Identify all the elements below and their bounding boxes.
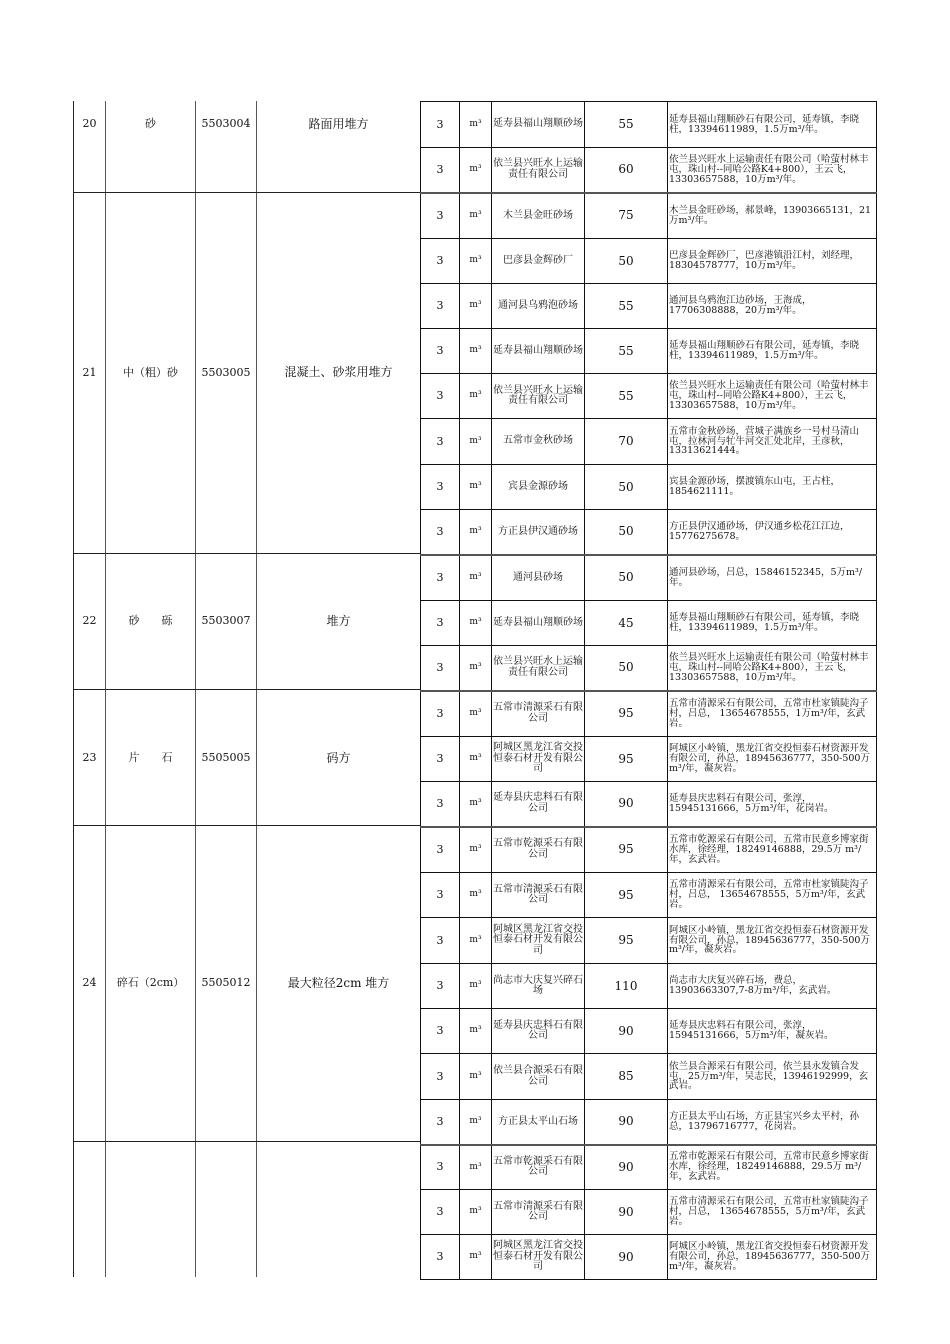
quantity-cell: 3 <box>421 1235 460 1280</box>
item-no: 24 <box>82 976 97 990</box>
supplier-row <box>421 239 877 284</box>
supplier-row <box>421 782 877 827</box>
price-cell: 55 <box>585 284 668 329</box>
supplier-cell: 尚志市大庆复兴碎石场 <box>492 964 585 1009</box>
supplier-note-cell: 延寿县福山翔顺砂石有限公司，延寿镇，李晓柱，13394611989，1.5万m³/年。 <box>668 601 877 646</box>
supplier-row <box>421 102 877 148</box>
supplier-note-cell: 延寿县庆忠料石有限公司，张淳，15945131666，5万m³/年，凝灰岩。 <box>668 1009 877 1054</box>
unit-cell: m³ <box>460 510 492 555</box>
quantity-cell: 3 <box>421 1100 460 1145</box>
supplier-note-cell: 延寿县庆忠料石有限公司，张淳，15945131666，5万m³/年，花岗岩。 <box>668 782 877 827</box>
item-no: 20 <box>82 117 97 131</box>
supplier-row <box>421 419 877 465</box>
supplier-cell: 宾县金源砂场 <box>492 465 585 510</box>
supplier-row <box>421 284 877 329</box>
price-cell: 95 <box>585 918 668 964</box>
price-cell: 95 <box>585 737 668 782</box>
unit-cell: m³ <box>460 374 492 419</box>
price-cell: 95 <box>585 827 668 873</box>
unit-cell: m³ <box>460 419 492 465</box>
supplier-note-cell: 阿城区小岭镇，黑龙江省交投恒泰石材资源开发有限公司，孙总，18945636777，350-500万m³/年，凝灰岩。 <box>668 1235 877 1280</box>
price-cell: 75 <box>585 193 668 239</box>
supplier-note-cell: 五常市乾源采石有限公司，五常市民意乡博家街水库，徐经理，18249146888，29.5万 m³/年，玄武岩。 <box>668 1145 877 1190</box>
supplier-row <box>421 1190 877 1235</box>
item-spec: 堆方 <box>326 613 351 628</box>
supplier-cell: 五常市乾源采石有限公司 <box>492 827 585 873</box>
supplier-cell: 五常市金秋砂场 <box>492 419 585 465</box>
price-cell: 90 <box>585 1100 668 1145</box>
price-cell: 55 <box>585 329 668 374</box>
quantity-cell: 3 <box>421 1190 460 1235</box>
supplier-note-cell: 通河县乌鸦泡江边砂场，王海成，17706308888，20万m³/年。 <box>668 284 877 329</box>
item-name: 片 石 <box>128 751 173 765</box>
supplier-cell: 通河县砂场 <box>492 555 585 601</box>
supplier-note-cell: 依兰县合源采石有限公司，依兰县永发镇合发屯，25万m³/年，吴志民，13946192999，玄武岩。 <box>668 1054 877 1100</box>
item-no: 23 <box>82 751 97 765</box>
price-cell: 70 <box>585 419 668 465</box>
item-name: 碎石（2cm） <box>116 976 185 990</box>
supplier-row <box>421 1009 877 1054</box>
supplier-note-cell: 木兰县金旺砂场，郝景峰，13903665131，21万m³/年。 <box>668 193 877 239</box>
supplier-note-cell: 阿城区小岭镇，黑龙江省交投恒泰石材资源开发有限公司，孙总，18945636777，350-500万m³/年，凝灰岩。 <box>668 737 877 782</box>
price-cell: 50 <box>585 465 668 510</box>
supplier-note-cell: 宾县金源砂场，摆渡镇东山屯，王占柱，1854621111。 <box>668 465 877 510</box>
price-cell: 95 <box>585 873 668 918</box>
unit-cell: m³ <box>460 691 492 737</box>
item-code: 5505005 <box>201 751 251 765</box>
supplier-row <box>421 827 877 873</box>
price-cell: 90 <box>585 1235 668 1280</box>
unit-cell: m³ <box>460 1190 492 1235</box>
unit-cell: m³ <box>460 102 492 148</box>
item-name: 砂 砾 <box>128 614 173 628</box>
supplier-row <box>421 555 877 601</box>
quantity-cell: 3 <box>421 646 460 691</box>
quantity-cell: 3 <box>421 148 460 193</box>
supplier-cell: 延寿县福山翔顺砂场 <box>492 102 585 148</box>
price-cell: 60 <box>585 148 668 193</box>
price-cell: 90 <box>585 782 668 827</box>
price-cell: 110 <box>585 964 668 1009</box>
price-cell: 45 <box>585 601 668 646</box>
supplier-row <box>421 1145 877 1190</box>
item-code: 5503004 <box>201 117 251 131</box>
price-cell: 55 <box>585 102 668 148</box>
supplier-row <box>421 1100 877 1145</box>
item-no: 21 <box>82 365 97 379</box>
supplier-cell: 方正县伊汉通砂场 <box>492 510 585 555</box>
supplier-row <box>421 601 877 646</box>
supplier-row <box>421 148 877 193</box>
supplier-cell: 依兰县兴旺水上运输责任有限公司 <box>492 374 585 419</box>
supplier-row <box>421 193 877 239</box>
supplier-note-cell: 五常市金秋砂场，营城子满族乡一号村马清山屯，拉林河与牤牛河交汇处北岸，王彦秋，13313621444。 <box>668 419 877 465</box>
supplier-cell: 巴彦县金辉砂厂 <box>492 239 585 284</box>
supplier-cell: 五常市清源采石有限公司 <box>492 691 585 737</box>
supplier-note-cell: 五常市清源采石有限公司，五常市杜家镇陡沟子村，吕总， 13654678555，1万m³/年，玄武岩。 <box>668 691 877 737</box>
quantity-cell: 3 <box>421 827 460 873</box>
supplier-cell: 阿城区黑龙江省交投恒泰石材开发有限公司 <box>492 918 585 964</box>
quantity-cell: 3 <box>421 737 460 782</box>
unit-cell: m³ <box>460 601 492 646</box>
quantity-cell: 3 <box>421 510 460 555</box>
item-spec: 码方 <box>326 750 351 765</box>
supplier-cell: 阿城区黑龙江省交投恒泰石材开发有限公司 <box>492 1235 585 1280</box>
supplier-cell: 延寿县福山翔顺砂场 <box>492 329 585 374</box>
quantity-cell: 3 <box>421 374 460 419</box>
quantity-cell: 3 <box>421 1009 460 1054</box>
item-spec: 路面用堆方 <box>308 116 369 131</box>
unit-cell: m³ <box>460 329 492 374</box>
supplier-note-cell: 延寿县福山翔顺砂石有限公司，延寿镇，李晓柱，13394611989，1.5万m³/年。 <box>668 102 877 148</box>
price-cell: 50 <box>585 510 668 555</box>
supplier-note-cell: 依兰县兴旺水上运输责任有限公司（哈萤村林丰屯，珠山村--同哈公路K4+800），王云飞，13303657588，10万m³/年。 <box>668 374 877 419</box>
price-cell: 90 <box>585 1145 668 1190</box>
unit-cell: m³ <box>460 782 492 827</box>
item-spec: 混凝土、砂浆用堆方 <box>284 365 393 380</box>
price-cell: 50 <box>585 239 668 284</box>
quantity-cell: 3 <box>421 873 460 918</box>
supplier-row <box>421 918 877 964</box>
supplier-table <box>420 101 877 1280</box>
item-code: 5503005 <box>201 365 251 379</box>
quantity-cell: 3 <box>421 465 460 510</box>
unit-cell: m³ <box>460 193 492 239</box>
price-cell: 90 <box>585 1009 668 1054</box>
supplier-cell: 依兰县合源采石有限公司 <box>492 1054 585 1100</box>
quantity-cell: 3 <box>421 601 460 646</box>
supplier-row <box>421 1235 877 1280</box>
supplier-cell: 通河县乌鸦泡砂场 <box>492 284 585 329</box>
supplier-row <box>421 1054 877 1100</box>
quantity-cell: 3 <box>421 691 460 737</box>
unit-cell: m³ <box>460 465 492 510</box>
price-cell: 90 <box>585 1190 668 1235</box>
supplier-row <box>421 691 877 737</box>
quantity-cell: 3 <box>421 555 460 601</box>
unit-cell: m³ <box>460 646 492 691</box>
supplier-note-cell: 方正县太平山石场，方正县宝兴乡太平村，孙总，13796716777，花岗岩。 <box>668 1100 877 1145</box>
group-separator <box>73 689 420 690</box>
unit-cell: m³ <box>460 1235 492 1280</box>
price-cell: 55 <box>585 374 668 419</box>
item-name: 中（粗）砂 <box>123 365 178 379</box>
supplier-note-cell: 依兰县兴旺水上运输责任有限公司（哈萤村林丰屯，珠山村--同哈公路K4+800），王云飞，13303657588，10万m³/年。 <box>668 646 877 691</box>
supplier-note-cell: 五常市清源采石有限公司，五常市杜家镇陡沟子村，吕总， 13654678555，5万m³/年，玄武岩。 <box>668 1190 877 1235</box>
quantity-cell: 3 <box>421 964 460 1009</box>
item-code: 5503007 <box>201 614 251 628</box>
unit-cell: m³ <box>460 827 492 873</box>
supplier-note-cell: 阿城区小岭镇，黑龙江省交投恒泰石材资源开发有限公司，孙总，18945636777，350-500万m³/年，凝灰岩。 <box>668 918 877 964</box>
item-spec: 最大粒径2cm 堆方 <box>287 975 390 990</box>
supplier-note-cell: 依兰县兴旺水上运输责任有限公司（哈萤村林丰屯，珠山村--同哈公路K4+800），王云飞，13303657588，10万m³/年。 <box>668 148 877 193</box>
unit-cell: m³ <box>460 737 492 782</box>
supplier-cell: 木兰县金旺砂场 <box>492 193 585 239</box>
unit-cell: m³ <box>460 284 492 329</box>
quantity-cell: 3 <box>421 1145 460 1190</box>
unit-cell: m³ <box>460 964 492 1009</box>
price-cell: 50 <box>585 646 668 691</box>
supplier-cell: 五常市清源采石有限公司 <box>492 1190 585 1235</box>
supplier-note-cell: 方正县伊汉通砂场，伊汉通乡松花江江边，15776275678。 <box>668 510 877 555</box>
unit-cell: m³ <box>460 918 492 964</box>
supplier-cell: 依兰县兴旺水上运输责任有限公司 <box>492 148 585 193</box>
supplier-cell: 延寿县福山翔顺砂场 <box>492 601 585 646</box>
supplier-row <box>421 873 877 918</box>
supplier-row <box>421 374 877 419</box>
price-cell: 85 <box>585 1054 668 1100</box>
group-separator <box>73 1141 420 1142</box>
quantity-cell: 3 <box>421 239 460 284</box>
unit-cell: m³ <box>460 1009 492 1054</box>
unit-cell: m³ <box>460 1100 492 1145</box>
supplier-cell: 依兰县兴旺水上运输责任有限公司 <box>492 646 585 691</box>
supplier-note-cell: 五常市乾源采石有限公司，五常市民意乡博家街水库，徐经理，18249146888，29.5万 m³/年，玄武岩。 <box>668 827 877 873</box>
supplier-cell: 延寿县庆忠料石有限公司 <box>492 1009 585 1054</box>
supplier-row <box>421 510 877 555</box>
quantity-cell: 3 <box>421 102 460 148</box>
supplier-cell: 方正县太平山石场 <box>492 1100 585 1145</box>
supplier-note-cell: 五常市清源采石有限公司，五常市杜家镇陡沟子村，吕总， 13654678555，5万m³/年，玄武岩。 <box>668 873 877 918</box>
supplier-note-cell: 尚志市大庆复兴碎石场，费总，13903663307,7-8万m³/年，玄武岩。 <box>668 964 877 1009</box>
group-separator <box>73 553 420 554</box>
quantity-cell: 3 <box>421 419 460 465</box>
item-name: 砂 <box>145 117 156 131</box>
unit-cell: m³ <box>460 1145 492 1190</box>
quantity-cell: 3 <box>421 918 460 964</box>
supplier-cell: 五常市清源采石有限公司 <box>492 873 585 918</box>
quantity-cell: 3 <box>421 782 460 827</box>
quantity-cell: 3 <box>421 284 460 329</box>
unit-cell: m³ <box>460 873 492 918</box>
supplier-row <box>421 964 877 1009</box>
supplier-row <box>421 646 877 691</box>
supplier-row <box>421 737 877 782</box>
supplier-cell: 延寿县庆忠料石有限公司 <box>492 782 585 827</box>
supplier-row <box>421 329 877 374</box>
item-code: 5505012 <box>201 976 251 990</box>
unit-cell: m³ <box>460 148 492 193</box>
unit-cell: m³ <box>460 1054 492 1100</box>
supplier-row <box>421 465 877 510</box>
unit-cell: m³ <box>460 239 492 284</box>
supplier-note-cell: 巴彦县金辉砂厂，巴彦港镇沿江村，刘经理，18304578777，10万m³/年。 <box>668 239 877 284</box>
item-no: 22 <box>82 614 97 628</box>
supplier-note-cell: 通河县砂场，吕总，15846152345，5万m³/年。 <box>668 555 877 601</box>
supplier-cell: 阿城区黑龙江省交投恒泰石材开发有限公司 <box>492 737 585 782</box>
unit-cell: m³ <box>460 555 492 601</box>
quantity-cell: 3 <box>421 193 460 239</box>
price-cell: 95 <box>585 691 668 737</box>
quantity-cell: 3 <box>421 329 460 374</box>
price-cell: 50 <box>585 555 668 601</box>
supplier-note-cell: 延寿县福山翔顺砂石有限公司，延寿镇，李晓柱，13394611989，1.5万m³/年。 <box>668 329 877 374</box>
supplier-cell: 五常市乾源采石有限公司 <box>492 1145 585 1190</box>
quantity-cell: 3 <box>421 1054 460 1100</box>
